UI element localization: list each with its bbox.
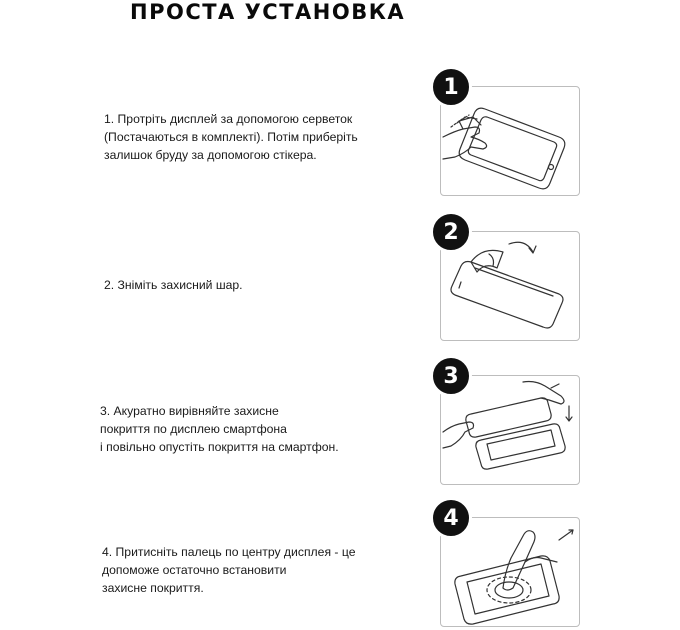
page-title: ПРОСТА УСТАНОВКА: [130, 0, 406, 24]
step-2-text: 2. Зніміть захисний шар.: [104, 278, 243, 292]
step-1-badge: 1: [430, 66, 472, 108]
step-4-badge: 4: [430, 497, 472, 539]
step-3-text: 3. Акуратно вирівняйте захисне покриття по дисплею смартфона і повільно опустіть покриття на смартфон.: [100, 404, 339, 454]
step-2-badge: 2: [430, 211, 472, 253]
step-4-text: 4. Притисніть палець по центру дисплея - це допоможе остаточно встановити захисне покриття.: [102, 545, 356, 595]
step-1-text: 1. Протріть дисплей за допомогою серветок (Постачаються в комплекті). Потім приберіть залишок бруду за допомогою стікера.: [104, 112, 358, 162]
step-3-badge: 3: [430, 355, 472, 397]
